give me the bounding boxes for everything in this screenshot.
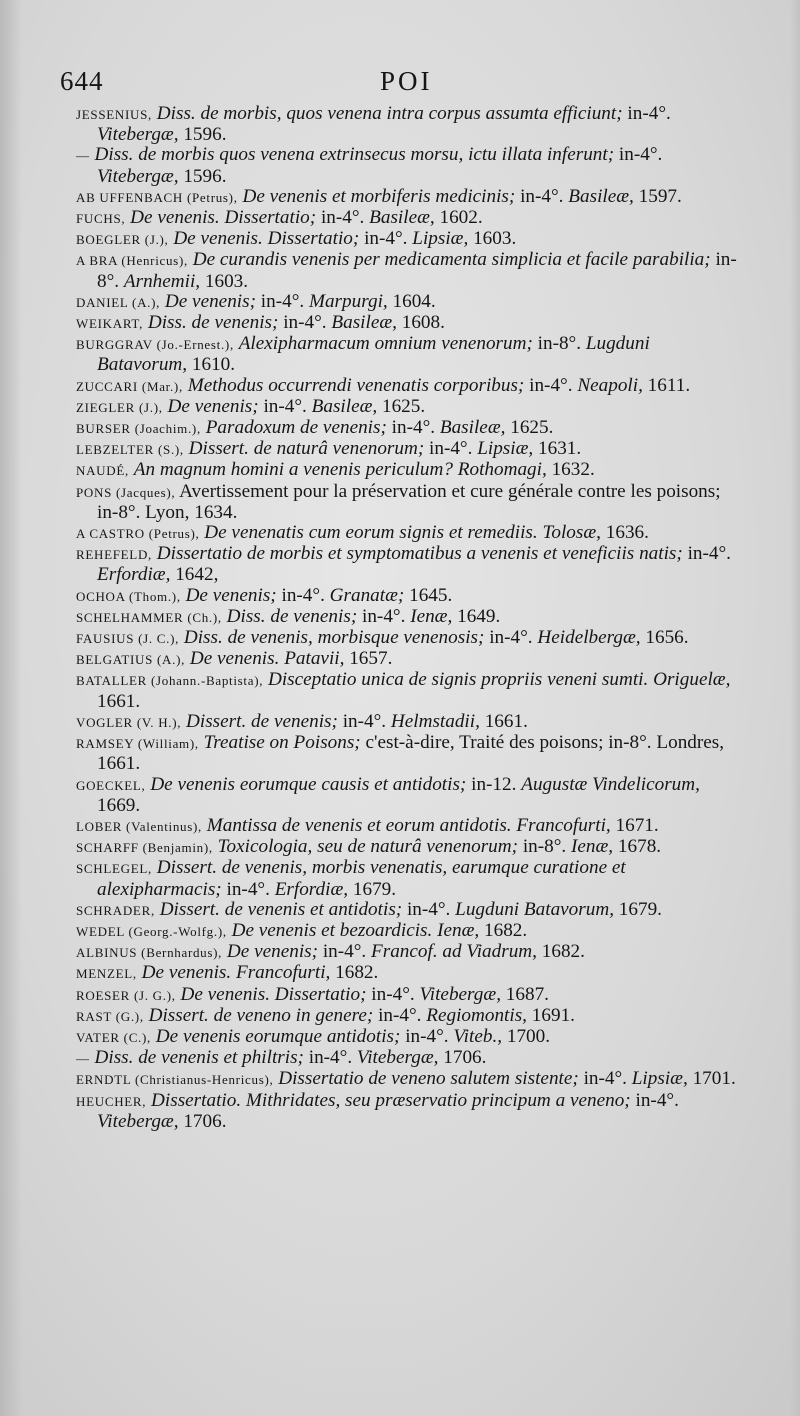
page-fold-shadow xyxy=(0,0,22,1416)
bibliography-entry xyxy=(76,649,744,670)
entry-author: BURSER (Joachim.), xyxy=(76,421,201,437)
entry-author: A BRA (Henricus), xyxy=(76,253,188,269)
entry-place: Vitebergæ, xyxy=(419,983,501,1005)
entry-place: Vitebergæ, xyxy=(356,1047,439,1069)
entry-year: 1701. xyxy=(692,1068,736,1090)
entry-imprint: in-8°. xyxy=(522,836,567,858)
page-number: 644 xyxy=(60,66,104,96)
bibliography-entry xyxy=(76,334,744,375)
entry-imprint: in-4°. xyxy=(406,898,451,920)
bibliography-entry xyxy=(76,1091,744,1132)
entry-year: 1604. xyxy=(392,290,436,312)
entry-place: Patavii, xyxy=(284,648,345,670)
entry-title: De venenis. Dissertatio; xyxy=(180,983,367,1005)
entry-place: Basileæ, xyxy=(369,207,435,229)
entry-title: Diss. de venenis et philtris; xyxy=(94,1047,304,1069)
entry-place: Marpurgi, xyxy=(308,290,388,312)
entry-author: OCHOA (Thom.), xyxy=(76,588,181,604)
entry-place: Basileæ, xyxy=(311,395,378,417)
entry-place: Ienæ, xyxy=(410,605,453,627)
entry-author: LOBER (Valentinus), xyxy=(76,818,202,834)
entry-title: Paradoxum de venenis; xyxy=(205,417,387,439)
entry-place: Ienæ, xyxy=(571,836,614,858)
entry-place: Granatæ; xyxy=(329,584,405,606)
entry-year: 1682. xyxy=(335,962,379,984)
bibliography-entry xyxy=(76,900,744,921)
entry-imprint: in-4°. xyxy=(583,1068,627,1090)
entry-author: SCHLEGEL, xyxy=(76,861,152,877)
entry-imprint: in-4°. xyxy=(226,878,270,900)
entry-title: Diss. de morbis, quos venena intra corpus assumta efficiunt; xyxy=(156,103,623,124)
entry-year: 1671. xyxy=(615,814,659,836)
entry-imprint: in-4°. xyxy=(322,941,367,963)
bibliography-entry xyxy=(76,418,744,439)
entry-title: Toxicologia, seu de naturâ venenorum; xyxy=(217,836,519,858)
entry-author: JESSENIUS, xyxy=(76,107,152,122)
entry-author: SCHARFF (Benjamin), xyxy=(76,840,213,856)
entry-title: Dissertatio. Mithridates, seu præservatio principum a veneno; xyxy=(151,1089,631,1111)
entry-author: FUCHS, xyxy=(76,211,126,227)
entry-title: Dissert. de venenis et antidotis; xyxy=(159,898,403,920)
entry-year: 1636. xyxy=(605,522,649,544)
entry-imprint: in-4°. xyxy=(308,1047,353,1069)
entry-place: Vitebergæ, xyxy=(97,124,179,146)
entry-year: 1642, xyxy=(175,564,219,586)
entry-title: De venenis eorumque antidotis; xyxy=(155,1025,401,1047)
entry-year: 1682. xyxy=(484,919,528,941)
entry-title: De venenis; xyxy=(167,395,259,417)
entry-year: 1661. xyxy=(97,690,141,712)
bibliography-entry xyxy=(76,439,744,460)
entry-author: BURGGRAV (Jo.-Ernest.), xyxy=(76,337,234,353)
entry-author: FAUSIUS (J. C.), xyxy=(76,631,180,647)
entry-place: Vitebergæ, xyxy=(97,165,179,187)
entry-year: 1611. xyxy=(647,374,691,396)
entry-year: 1678. xyxy=(617,836,662,858)
entry-author: REHEFELD, xyxy=(76,547,152,563)
entry-title: Dissert. de naturâ venenorum; xyxy=(188,438,425,460)
bibliography-entry xyxy=(76,712,744,733)
entry-author: — xyxy=(76,148,90,164)
entry-place: Helmstadii, xyxy=(390,710,480,732)
bibliography-entry xyxy=(76,837,744,858)
bibliography-entry xyxy=(76,376,744,397)
entry-title: Dissert. de venenis, morbis venenatis, earumque curatione et alexipharmacis; xyxy=(97,857,626,900)
entry-year: 1632. xyxy=(551,459,595,481)
entry-title: Methodus occurrendi venenatis corporibus; xyxy=(187,374,525,396)
bibliography-entry xyxy=(76,858,744,899)
entry-author: SCHRADER, xyxy=(76,902,155,918)
entry-year: 1700. xyxy=(506,1025,551,1047)
entry-imprint: in-4°. xyxy=(364,228,408,250)
bibliography-entry xyxy=(76,208,744,229)
entry-imprint: in-4°. xyxy=(362,605,406,627)
entry-year: 1657. xyxy=(349,648,393,670)
entry-year: 1679. xyxy=(618,898,662,920)
entry-imprint: in-4°. xyxy=(320,207,365,229)
entry-year: 1661. xyxy=(97,753,141,775)
entry-imprint: in-4°. xyxy=(405,1025,449,1047)
entry-author: DANIEL (A.), xyxy=(76,294,161,310)
bibliography-entry xyxy=(76,1048,744,1069)
entry-imprint: in-4°. xyxy=(529,374,573,396)
entry-imprint: in-4°. xyxy=(263,395,307,417)
entry-place: Origuelæ, xyxy=(653,669,731,691)
entry-year: 1679. xyxy=(352,878,397,900)
entry-imprint: in-4°. xyxy=(260,290,305,312)
entry-title: De venenis; xyxy=(185,584,277,606)
entry-place: Basileæ, xyxy=(568,185,634,207)
bibliography-entry xyxy=(76,775,744,816)
entry-author: BOEGLER (J.), xyxy=(76,232,169,248)
entry-title: De venenis eorumque causis et antidotis; xyxy=(150,773,467,795)
bibliography-entry xyxy=(76,250,744,291)
entry-title: Diss. de venenis; xyxy=(226,605,358,627)
entry-author: RAMSEY (William), xyxy=(76,736,199,752)
entry-year: 1596. xyxy=(183,124,227,146)
entry-author: AB UFFENBACH (Petrus), xyxy=(76,189,238,205)
bibliography-entry xyxy=(76,733,744,774)
entry-title: Disceptatio unica de signis propriis veneni sumti. xyxy=(267,669,649,691)
entry-author: BATALLER (Johann.-Baptista), xyxy=(76,673,264,689)
bibliography-entry xyxy=(76,313,744,334)
entry-year: 1634. xyxy=(194,501,238,523)
entry-year: 1649. xyxy=(457,605,501,627)
bibliography-entry xyxy=(76,816,744,837)
entry-year: 1610. xyxy=(191,354,236,376)
entry-year: 1603. xyxy=(204,270,249,292)
entry-imprint: in-4°. xyxy=(520,185,564,207)
entry-place: Ienæ, xyxy=(437,919,480,941)
bibliography-entry xyxy=(76,145,744,186)
entry-place: Francofurti, xyxy=(516,814,611,836)
entry-author: ZUCCARI (Mar.), xyxy=(76,378,183,394)
entry-author: HEUCHER, xyxy=(76,1093,147,1109)
entry-title: De venenis; xyxy=(226,941,319,963)
entry-place: Rothomagi, xyxy=(457,459,547,481)
bibliography-entry xyxy=(76,1069,744,1090)
entry-year: 1706. xyxy=(183,1110,227,1132)
entry-title: Dissertatio de veneno salutem sistente; xyxy=(278,1068,579,1090)
entry-imprint: in-4°. xyxy=(429,438,473,460)
entry-imprint: Avertissement pour la préservation et cure générale contre les poisons; in-8°. Lyon, xyxy=(97,480,721,523)
bibliography-entry xyxy=(76,104,744,145)
bibliography-entry xyxy=(76,963,744,984)
entry-place: Erfordiæ, xyxy=(274,878,349,900)
bibliography-entry xyxy=(76,460,744,481)
bibliography-entry xyxy=(76,942,744,963)
entry-place: Neapoli, xyxy=(577,374,643,396)
entry-title: De venenis. Dissertatio; xyxy=(173,228,360,250)
entry-author: — xyxy=(76,1051,90,1067)
entry-author: WEDEL (Georg.-Wolfg.), xyxy=(76,923,227,939)
entry-year: 1661. xyxy=(484,710,528,732)
bibliography-list xyxy=(76,104,744,1132)
entry-title: De venenis. xyxy=(141,962,232,984)
entry-place: Heidelbergæ, xyxy=(537,627,641,649)
entry-author: ALBINUS (Bernhardus), xyxy=(76,945,223,961)
entry-author: SCHELHAMMER (Ch.), xyxy=(76,609,222,625)
entry-title: De venenis; xyxy=(164,290,256,312)
entry-title: Treatise on Poisons; xyxy=(203,732,361,754)
entry-title: Diss. de venenis, morbisque venenosis; xyxy=(183,627,485,649)
entry-place: Lugduni Batavorum, xyxy=(97,333,650,376)
entry-imprint: c'est-à-dire, Traité des poisons; in-8°. Londres, xyxy=(365,732,725,754)
entry-place: Erfordiæ, xyxy=(97,564,171,586)
entry-imprint: in-4°. xyxy=(627,103,671,124)
entry-place: Basileæ, xyxy=(331,312,397,334)
entry-title: De curandis venenis per medicamenta simplicia et facile parabilia; xyxy=(192,249,711,271)
entry-title: De venenis. xyxy=(189,648,280,670)
entry-title: An magnum homini a venenis periculum? xyxy=(133,459,453,481)
page-edge-shadow xyxy=(790,0,800,1416)
entry-author: BELGATIUS (A.), xyxy=(76,652,186,668)
entry-author: ERNDTL (Christianus-Henricus), xyxy=(76,1072,274,1088)
entry-year: 1625. xyxy=(381,395,426,417)
bibliography-entry xyxy=(76,985,744,1006)
entry-imprint: in-4°. xyxy=(371,983,415,1005)
entry-year: 1596. xyxy=(183,165,227,187)
entry-imprint: in-4°. xyxy=(283,312,327,334)
entry-author: A CASTRO (Petrus), xyxy=(76,526,200,542)
bibliography-entry xyxy=(76,292,744,313)
page-header xyxy=(60,66,760,100)
bibliography-entry xyxy=(76,187,744,208)
entry-place: Lipsiæ, xyxy=(477,438,534,460)
entry-place: Francofurti, xyxy=(235,962,331,984)
bibliography-entry xyxy=(76,544,744,585)
entry-year: 1645. xyxy=(409,584,453,606)
entry-author: MENZEL, xyxy=(76,966,137,982)
entry-year: 1625. xyxy=(510,417,554,439)
entry-place: Tolosæ, xyxy=(542,522,601,544)
entry-title: Diss. de venenis; xyxy=(147,312,279,334)
bibliography-entry xyxy=(76,397,744,418)
entry-imprint: in-4°. xyxy=(378,1004,422,1026)
entry-title: De venenis. Dissertatio; xyxy=(130,207,317,229)
entry-year: 1691. xyxy=(531,1004,575,1026)
bibliography-entry xyxy=(76,628,744,649)
entry-imprint: in-4°. xyxy=(342,710,387,732)
entry-title: Alexipharmacum omnium venenorum; xyxy=(238,333,533,355)
entry-author: RAST (G.), xyxy=(76,1008,144,1024)
entry-year: 1602. xyxy=(439,207,483,229)
entry-year: 1687. xyxy=(505,983,549,1005)
entry-year: 1597. xyxy=(638,185,682,207)
entry-title: Dissert. de venenis; xyxy=(186,710,338,732)
bibliography-entry xyxy=(76,607,744,628)
entry-title: De venenis et bezoardicis. xyxy=(231,919,433,941)
bibliography-entry xyxy=(76,586,744,607)
entry-imprint: in-8°. xyxy=(537,333,582,355)
entry-author: GOECKEL, xyxy=(76,777,146,793)
entry-year: 1682. xyxy=(541,941,585,963)
entry-author: ROESER (J. G.), xyxy=(76,987,176,1003)
bibliography-entry xyxy=(76,523,744,544)
entry-place: Arnhemii, xyxy=(123,270,201,292)
entry-imprint: in-12. xyxy=(471,773,517,795)
entry-title: De venenis et morbiferis medicinis; xyxy=(242,185,516,207)
entry-author: NAUDÉ, xyxy=(76,463,129,479)
entry-year: 1706. xyxy=(443,1047,487,1069)
entry-place: Regiomontis, xyxy=(426,1004,527,1026)
entry-title: Mantissa de venenis et eorum antidotis. xyxy=(206,814,512,836)
entry-place: Viteb., xyxy=(453,1025,503,1047)
entry-imprint: in-4°. xyxy=(687,543,731,565)
entry-author: ZIEGLER (J.), xyxy=(76,399,163,415)
entry-title: Dissertatio de morbis et symptomatibus a venenis et veneficiis natis; xyxy=(156,543,683,565)
bibliography-entry xyxy=(76,1027,744,1048)
entry-imprint: in-4°. xyxy=(281,584,325,606)
entry-author: PONS (Jacques), xyxy=(76,484,176,500)
entry-imprint: in-8°. xyxy=(97,249,737,292)
running-head: POI xyxy=(380,66,433,96)
entry-year: 1669. xyxy=(97,794,141,816)
entry-place: Lipsiæ, xyxy=(631,1068,688,1090)
bibliography-entry xyxy=(76,482,744,523)
entry-place: Lugduni Batavorum, xyxy=(455,898,614,920)
entry-title: Diss. de morbis quos venena extrinsecus morsu, ictu illata inferunt; xyxy=(94,144,615,166)
entry-place: Francof. ad Viadrum, xyxy=(371,941,537,963)
entry-imprint: in-4°. xyxy=(391,417,436,439)
bibliography-entry xyxy=(76,921,744,942)
entry-place: Augustæ Vindelicorum, xyxy=(521,773,700,795)
entry-year: 1656. xyxy=(645,627,689,649)
entry-imprint: in-4°. xyxy=(618,144,663,166)
entry-place: Basileæ, xyxy=(439,417,506,439)
entry-imprint: in-4°. xyxy=(635,1089,679,1111)
entry-author: LEBZELTER (S.), xyxy=(76,442,184,458)
entry-author: VATER (C.), xyxy=(76,1029,151,1045)
entry-year: 1603. xyxy=(473,228,517,250)
entry-year: 1631. xyxy=(538,438,582,460)
bibliography-entry xyxy=(76,1006,744,1027)
bibliography-entry xyxy=(76,229,744,250)
entry-place: Vitebergæ, xyxy=(97,1110,179,1132)
entry-title: Dissert. de veneno in genere; xyxy=(148,1004,374,1026)
entry-author: WEIKART, xyxy=(76,316,144,332)
entry-year: 1608. xyxy=(401,312,445,334)
entry-title: De venenatis cum eorum signis et remediis. xyxy=(204,522,538,544)
bibliography-entry xyxy=(76,670,744,711)
entry-place: Lipsiæ, xyxy=(412,228,469,250)
entry-imprint: in-4°. xyxy=(489,627,533,649)
entry-author: VOGLER (V. H.), xyxy=(76,714,182,730)
